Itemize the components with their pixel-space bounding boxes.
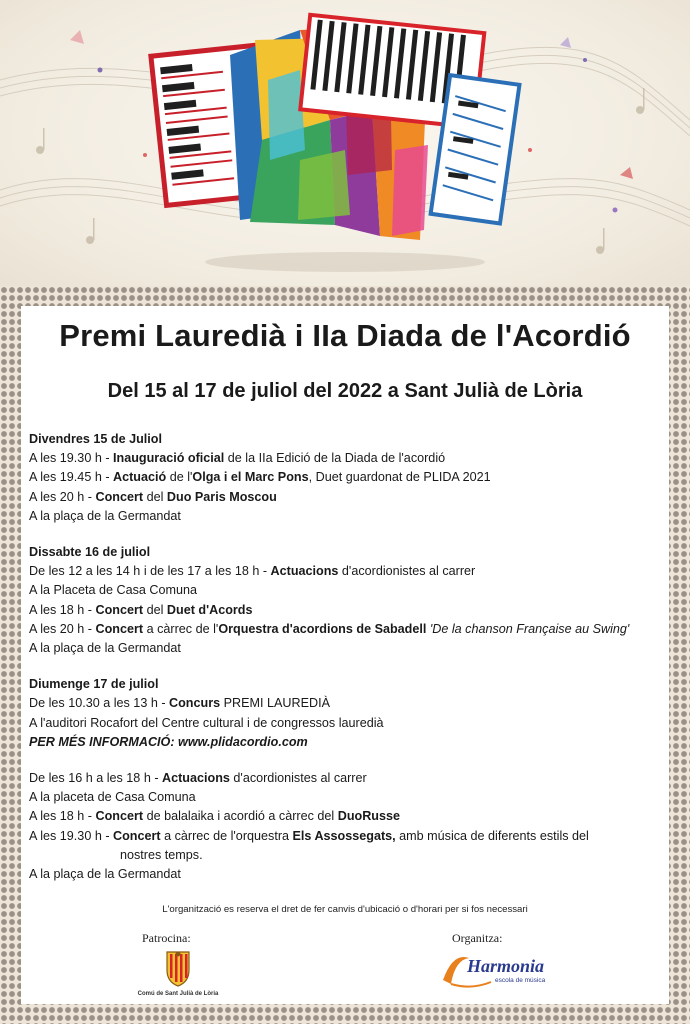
more-info-link[interactable]: PER MÉS INFORMACIÓ: www.plidacordio.com xyxy=(29,734,308,749)
day-block-sunday-afternoon xyxy=(29,769,665,884)
day-block-saturday xyxy=(29,543,665,658)
list-item-continuation: nostres temps. xyxy=(120,847,203,862)
harmonia-logo-icon xyxy=(437,950,577,992)
list-item: A la plaça de la Germandat xyxy=(29,641,181,656)
list-item: A les 20 h - Concert del Duo Paris Moscou xyxy=(29,489,277,504)
day-block-sunday xyxy=(29,675,665,752)
day-heading: Divendres 15 de Juliol xyxy=(29,432,162,446)
list-item: A la plaça de la Germandat xyxy=(29,867,181,882)
list-item: A les 20 h - Concert a càrrec de l'Orquestra d'acordions de Sabadell 'De la chanson Française au Swing' xyxy=(29,621,630,636)
list-item: A les 18 h - Concert del Duet d'Acords xyxy=(29,602,253,617)
day-heading: Dissabte 16 de juliol xyxy=(29,545,151,560)
list-item: A l'auditori Rocafort del Centre cultural i de congressos lauredià xyxy=(29,715,384,730)
accordion-illustration xyxy=(0,0,690,292)
page-title: Premi Lauredià i IIa Diada de l'Acordió xyxy=(59,318,631,353)
comu-logo-text: Comú de Sant Julià de Lòria xyxy=(137,991,219,997)
list-item: A la Placeta de Casa Comuna xyxy=(29,583,198,598)
hero-banner xyxy=(0,0,690,292)
list-item: De les 10.30 a les 13 h - Concurs PREMI LAUREDIÀ xyxy=(29,696,330,711)
list-item: A les 19.45 h - Actuació de l'Olga i el Marc Pons, Duet guardonat de PLIDA 2021 xyxy=(29,470,491,485)
list-item: A les 19.30 h - Concert a càrrec de l'orquestra Els Assossegats, amb música de diferents estils del xyxy=(29,828,589,843)
list-item: De les 16 h a les 18 h - Actuacions d'acordionistes al carrer xyxy=(29,771,367,786)
disclaimer-note: L'organització es reserva el dret de fer canvis d'ubicació o d'horari per si fos necessari xyxy=(162,904,528,915)
day-heading: Diumenge 17 de juliol xyxy=(29,677,159,692)
program-panel xyxy=(21,306,669,1004)
list-item: A la placeta de Casa Comuna xyxy=(29,790,196,805)
coat-of-arms-icon xyxy=(119,950,239,1000)
list-item: A les 18 h - Concert de balalaika i acordió a càrrec del DuoRusse xyxy=(29,809,401,824)
harmonia-logo-subtext: escola de música xyxy=(495,977,546,984)
day-block-friday xyxy=(29,430,665,526)
list-item: A la plaça de la Germandat xyxy=(29,508,181,523)
list-item: A les 19.30 h - Inauguració oficial de la IIa Edició de la Diada de l'acordió xyxy=(29,451,446,466)
organitza-label: Organitza: xyxy=(452,931,503,945)
list-item: De les 12 a les 14 h i de les 17 a les 18 h - Actuacions d'acordionistes al carrer xyxy=(29,564,476,579)
program-list xyxy=(29,430,665,901)
patrocina-label: Patrocina: xyxy=(142,931,191,945)
page-subtitle: Del 15 al 17 de juliol del 2022 a Sant Julià de Lòria xyxy=(107,380,583,402)
harmonia-logo-text: Harmonia xyxy=(467,956,545,976)
